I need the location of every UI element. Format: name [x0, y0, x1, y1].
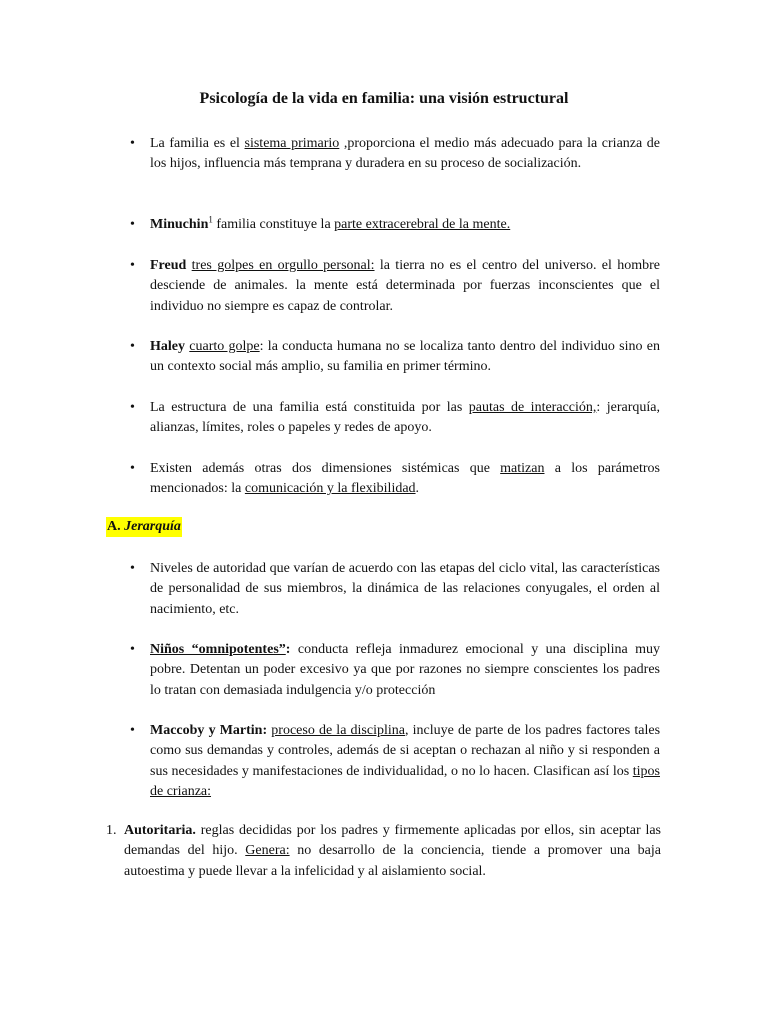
list-item	[150, 215, 660, 235]
list-number: 1.	[106, 823, 117, 838]
bullet-icon: •	[130, 723, 135, 738]
underlined-term: parte extracerebral de la mente.	[334, 217, 511, 232]
bullet-icon: •	[130, 642, 135, 657]
bullet-icon: •	[130, 461, 135, 476]
text: La familia es el	[150, 136, 245, 151]
text: : la conducta humana no se localiza tanto dentro del individuo sino en un contexto social más amplio, su familia en primer término.	[150, 339, 660, 375]
bold-term: Freud	[150, 258, 187, 273]
underlined-term: matizan	[500, 461, 545, 476]
section-label: Jerarquía	[124, 519, 181, 534]
page-title: Psicología de la vida en familia: una visión estructural	[199, 90, 569, 107]
text: familia constituye la	[212, 217, 335, 232]
footnote-marker: 1	[208, 214, 213, 225]
bold-term: Maccoby y Martin:	[150, 723, 268, 738]
text: Niveles de autoridad que varían de acuerdo con las etapas del ciclo vital, las características de personalidad de sus miembros, la dinámica de las relaciones conyugales, el orden al nacimiento, etc.	[150, 561, 660, 617]
text: ,proporciona el medio más adecuado para la crianza de los hijos, influencia más temprana y duradera en su proceso de socialización.	[150, 136, 661, 172]
text: .	[415, 481, 420, 497]
bullet-icon: •	[130, 561, 135, 576]
bullet-icon: •	[130, 258, 135, 273]
underlined-term: tres golpes en orgullo personal:	[191, 258, 375, 273]
list-item	[150, 559, 660, 620]
bullet-icon: •	[130, 339, 135, 354]
underlined-term: proceso de la disciplina	[271, 723, 405, 738]
list-item	[150, 134, 660, 175]
bold-term: Autoritaria.	[124, 823, 196, 838]
list-item	[150, 337, 660, 378]
list-item	[150, 256, 660, 317]
text: Existen además otras dos dimensiones sistémicas que	[150, 461, 501, 476]
text: : jerarquía, alianzas, límites, roles o papeles y redes de apoyo.	[150, 400, 660, 436]
list-item	[150, 459, 660, 500]
underlined-term: sistema primario	[244, 136, 340, 151]
bold-term: Haley	[150, 339, 185, 354]
underlined-term: tipos de crianza:	[150, 763, 660, 800]
underlined-term: Genera:	[245, 843, 290, 859]
underlined-term: cuarto golpe	[189, 339, 260, 354]
text: reglas decididas por los padres y firmemente aplicadas por ellos, sin aceptar las demandas del hijo.	[124, 823, 661, 859]
bullet-icon: •	[130, 136, 135, 151]
bold-term: Minuchin	[150, 217, 209, 232]
bullet-icon: •	[130, 400, 135, 415]
list-item	[150, 640, 660, 701]
text: La estructura de una familia está constituida por las	[150, 400, 469, 415]
bold-term: :	[285, 642, 291, 657]
bold-term: Niños “omnipotentes”	[150, 642, 286, 657]
underlined-term: comunicación y la flexibilidad	[244, 481, 416, 497]
numbered-item	[124, 821, 661, 882]
section-letter: A.	[107, 519, 121, 534]
list-item	[150, 721, 660, 803]
text: a los parámetros mencionados: la	[150, 461, 660, 497]
section-heading	[106, 517, 182, 537]
text: , incluye de parte de los padres factores tales como sus demandas y controles, además de si aceptan o rechazan al niño y si responden a sus necesidades y manifestaciones de individualidad, o no lo hacen. Clasifican así los	[150, 723, 661, 779]
list-item	[150, 398, 660, 439]
text: no desarrollo de la conciencia, tiende a promover una baja autoestima y puede llevar a la infelicidad y al aislamiento social.	[124, 843, 661, 879]
underlined-term: pautas de interacción,	[468, 400, 597, 415]
text: la tierra no es el centro del universo. el hombre desciende de animales. la mente está determinada por fuerzas inconscientes que el individuo no siempre es capaz de controlar.	[150, 258, 660, 314]
text: conducta refleja inmadurez emocional y una disciplina muy pobre. Detentan un poder excesivo ya que por razones no siempre conscientes los padres lo tratan con demasiada indulgencia y/o protección	[150, 642, 660, 698]
bullet-icon: •	[130, 217, 135, 232]
